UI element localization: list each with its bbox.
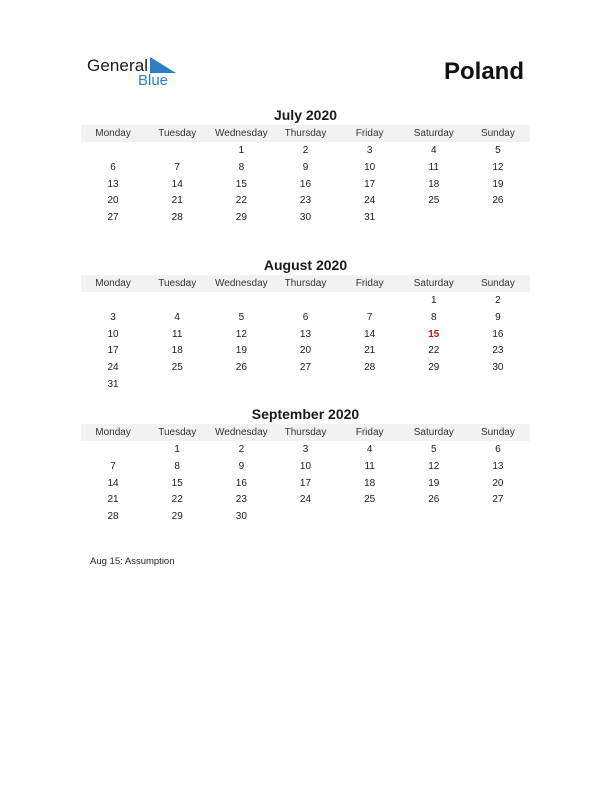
day-cell: 13 bbox=[299, 328, 312, 340]
day-cell: 14 bbox=[364, 328, 376, 340]
day-cell: 12 bbox=[492, 161, 504, 173]
weekday-header: Saturday bbox=[413, 278, 454, 289]
week-row bbox=[81, 442, 530, 459]
empty-day-cell bbox=[402, 509, 466, 526]
holiday-notes bbox=[90, 556, 175, 567]
day-cell: 10 bbox=[107, 328, 119, 340]
day-cell: 11 bbox=[428, 161, 439, 173]
day-cell: 17 bbox=[107, 345, 119, 357]
holiday-day-cell: 15 bbox=[428, 328, 440, 340]
day-cell: 7 bbox=[110, 460, 116, 472]
day-cell: 29 bbox=[171, 511, 183, 523]
day-cell: 6 bbox=[302, 311, 309, 323]
empty-day-cell bbox=[145, 143, 209, 160]
day-cell: 26 bbox=[235, 362, 247, 374]
empty-day-cell bbox=[402, 377, 466, 394]
month-title: September 2020 bbox=[251, 406, 360, 422]
day-cell: 15 bbox=[171, 477, 183, 489]
country-title: Poland bbox=[443, 58, 524, 85]
weekday-header: Friday bbox=[355, 278, 384, 289]
empty-day-cell bbox=[273, 509, 337, 526]
day-cell: 30 bbox=[299, 212, 312, 224]
empty-day-cell bbox=[402, 210, 466, 227]
week-row bbox=[81, 459, 530, 476]
day-cell: 1 bbox=[174, 444, 180, 455]
day-cell: 15 bbox=[235, 178, 247, 190]
empty-day-cell bbox=[145, 293, 209, 310]
day-cell: 25 bbox=[428, 195, 440, 207]
empty-day-cell bbox=[338, 293, 402, 310]
logo-flag-icon bbox=[150, 57, 176, 73]
logo-text-general: General bbox=[87, 56, 149, 75]
day-cell: 10 bbox=[299, 460, 312, 472]
day-cell: 12 bbox=[428, 460, 440, 472]
day-cell: 23 bbox=[299, 195, 312, 207]
day-cell: 11 bbox=[172, 328, 183, 340]
empty-day-cell bbox=[81, 442, 145, 459]
weeks-grid bbox=[81, 142, 530, 227]
weekday-header: Tuesday bbox=[158, 278, 197, 289]
day-cell: 25 bbox=[171, 362, 183, 374]
day-cell: 11 bbox=[364, 460, 375, 472]
weekday-header: Thursday bbox=[284, 278, 327, 289]
weekday-header: Tuesday bbox=[158, 427, 197, 438]
week-row bbox=[81, 193, 530, 210]
month-title: August 2020 bbox=[263, 257, 348, 273]
day-cell: 17 bbox=[364, 178, 376, 190]
week-row bbox=[81, 360, 530, 377]
day-cell: 4 bbox=[174, 311, 180, 323]
day-cell: 26 bbox=[428, 494, 440, 506]
week-row bbox=[81, 377, 530, 394]
empty-day-cell bbox=[209, 377, 273, 394]
day-cell: 4 bbox=[430, 145, 437, 156]
week-row bbox=[81, 492, 530, 509]
day-cell: 29 bbox=[235, 212, 247, 224]
month-calendar-august bbox=[81, 256, 530, 394]
weekday-header-row bbox=[81, 125, 530, 142]
weekday-header: Friday bbox=[355, 128, 384, 139]
week-row bbox=[81, 327, 530, 344]
day-cell: 21 bbox=[364, 345, 376, 357]
weekday-header: Thursday bbox=[284, 427, 327, 438]
day-cell: 20 bbox=[299, 345, 312, 357]
weekday-header: Wednesday bbox=[215, 427, 268, 438]
weekday-header-row bbox=[81, 424, 530, 441]
day-cell: 19 bbox=[235, 345, 247, 357]
day-cell: 7 bbox=[366, 311, 373, 323]
week-row bbox=[81, 343, 530, 360]
weekday-header: Tuesday bbox=[158, 128, 197, 139]
empty-day-cell bbox=[273, 377, 337, 394]
day-cell: 4 bbox=[366, 444, 373, 455]
day-cell: 8 bbox=[174, 460, 180, 472]
day-cell: 8 bbox=[430, 311, 437, 323]
day-cell: 20 bbox=[492, 477, 504, 489]
day-cell: 16 bbox=[235, 477, 247, 489]
day-cell: 18 bbox=[171, 345, 183, 357]
day-cell: 7 bbox=[174, 161, 180, 173]
weekday-header: Saturday bbox=[413, 427, 454, 438]
weekday-header: Sunday bbox=[480, 128, 515, 139]
day-cell: 29 bbox=[428, 362, 440, 374]
logo-text-blue: Blue bbox=[138, 72, 169, 89]
day-cell: 13 bbox=[492, 460, 504, 472]
week-row bbox=[81, 210, 530, 227]
weekday-header: Wednesday bbox=[215, 128, 268, 139]
empty-day-cell bbox=[209, 293, 273, 310]
day-cell: 14 bbox=[107, 477, 119, 489]
day-cell: 3 bbox=[366, 145, 373, 156]
holiday-note: Aug 15: Assumption bbox=[90, 556, 175, 567]
day-cell: 21 bbox=[107, 494, 119, 506]
day-cell: 2 bbox=[495, 295, 501, 306]
day-cell: 25 bbox=[364, 494, 376, 506]
week-row bbox=[81, 143, 530, 160]
month-calendar-july bbox=[81, 106, 530, 227]
empty-day-cell bbox=[81, 143, 145, 160]
empty-day-cell bbox=[81, 293, 145, 310]
general-blue-logo bbox=[87, 56, 187, 92]
month-title: July 2020 bbox=[273, 107, 338, 123]
day-cell: 10 bbox=[364, 161, 376, 173]
day-cell: 24 bbox=[299, 494, 312, 506]
day-cell: 18 bbox=[428, 178, 440, 190]
week-row bbox=[81, 160, 530, 177]
day-cell: 18 bbox=[364, 477, 376, 489]
day-cell: 22 bbox=[428, 345, 440, 357]
day-cell: 17 bbox=[299, 477, 312, 489]
day-cell: 2 bbox=[302, 145, 309, 156]
day-cell: 28 bbox=[107, 511, 119, 523]
day-cell: 1 bbox=[238, 145, 245, 156]
day-cell: 31 bbox=[107, 378, 119, 390]
empty-day-cell bbox=[338, 377, 402, 394]
weekday-header: Wednesday bbox=[215, 278, 268, 289]
day-cell: 16 bbox=[492, 328, 504, 340]
day-cell: 28 bbox=[364, 362, 376, 374]
weekday-header: Saturday bbox=[413, 128, 454, 139]
day-cell: 9 bbox=[238, 460, 245, 472]
weekday-header: Sunday bbox=[480, 278, 515, 289]
empty-day-cell bbox=[466, 509, 530, 526]
weekday-header: Monday bbox=[95, 128, 131, 139]
day-cell: 21 bbox=[171, 195, 183, 207]
day-cell: 20 bbox=[107, 195, 119, 207]
day-cell: 19 bbox=[428, 477, 440, 489]
day-cell: 22 bbox=[235, 195, 247, 207]
day-cell: 6 bbox=[495, 444, 501, 455]
day-cell: 30 bbox=[235, 511, 247, 523]
day-cell: 12 bbox=[235, 328, 247, 340]
day-cell: 19 bbox=[492, 178, 504, 190]
day-cell: 2 bbox=[238, 444, 245, 455]
week-row bbox=[81, 310, 530, 327]
empty-day-cell bbox=[145, 377, 209, 394]
day-cell: 5 bbox=[495, 145, 501, 156]
weekday-header: Thursday bbox=[284, 128, 327, 139]
empty-day-cell bbox=[338, 509, 402, 526]
empty-day-cell bbox=[466, 210, 530, 227]
weekday-header: Sunday bbox=[480, 427, 515, 438]
day-cell: 23 bbox=[492, 345, 504, 357]
day-cell: 30 bbox=[492, 362, 504, 374]
day-cell: 3 bbox=[302, 444, 309, 455]
day-cell: 9 bbox=[495, 311, 501, 323]
week-row bbox=[81, 177, 530, 194]
day-cell: 14 bbox=[171, 178, 183, 190]
weekday-header-row bbox=[81, 275, 530, 292]
day-cell: 1 bbox=[430, 295, 437, 306]
day-cell: 23 bbox=[235, 494, 247, 506]
weekday-header: Monday bbox=[95, 427, 131, 438]
empty-day-cell bbox=[466, 377, 530, 394]
day-cell: 3 bbox=[110, 311, 116, 323]
week-row bbox=[81, 509, 530, 526]
weeks-grid bbox=[81, 441, 530, 526]
weekday-header: Monday bbox=[95, 278, 131, 289]
day-cell: 5 bbox=[238, 311, 245, 323]
day-cell: 24 bbox=[107, 362, 119, 374]
day-cell: 6 bbox=[110, 161, 116, 173]
week-row bbox=[81, 476, 530, 493]
day-cell: 24 bbox=[364, 195, 376, 207]
day-cell: 27 bbox=[107, 212, 119, 224]
day-cell: 27 bbox=[299, 362, 312, 374]
weeks-grid bbox=[81, 292, 530, 394]
day-cell: 26 bbox=[492, 195, 504, 207]
day-cell: 9 bbox=[302, 161, 309, 173]
day-cell: 22 bbox=[171, 494, 183, 506]
day-cell: 5 bbox=[430, 444, 437, 455]
weekday-header: Friday bbox=[355, 427, 384, 438]
week-row bbox=[81, 293, 530, 310]
empty-day-cell bbox=[273, 293, 337, 310]
day-cell: 8 bbox=[238, 161, 245, 173]
day-cell: 13 bbox=[107, 178, 119, 190]
month-calendar-september bbox=[81, 405, 530, 526]
day-cell: 31 bbox=[364, 212, 376, 224]
day-cell: 27 bbox=[492, 494, 504, 506]
day-cell: 16 bbox=[299, 178, 312, 190]
day-cell: 28 bbox=[171, 212, 183, 224]
